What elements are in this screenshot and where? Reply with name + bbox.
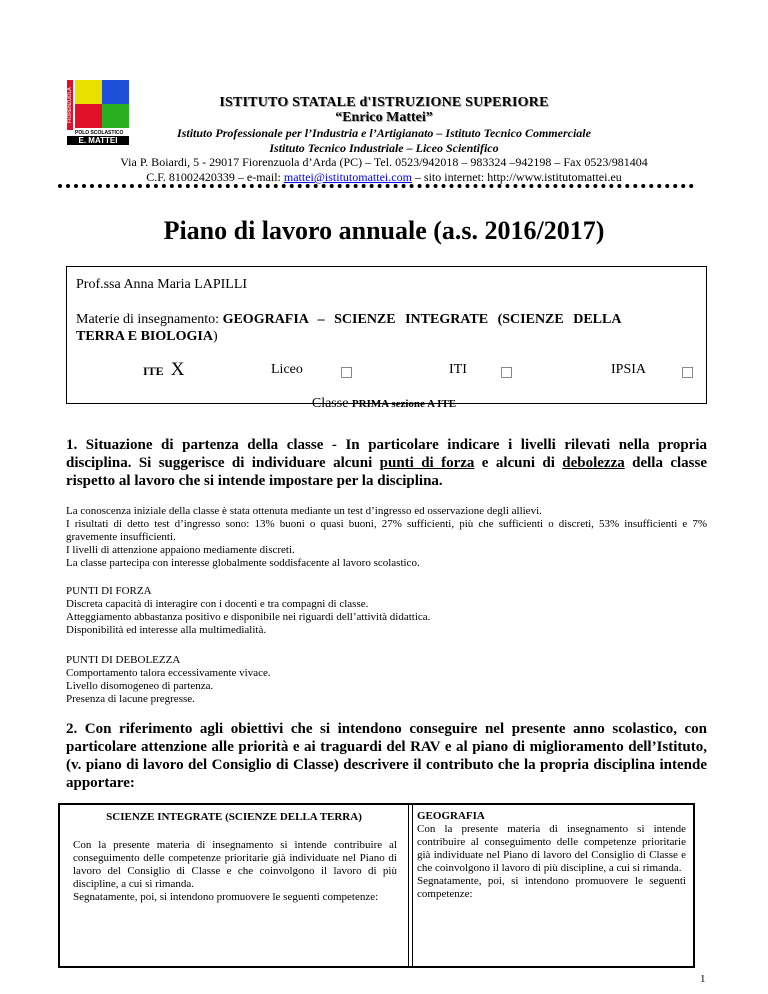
section-1-heading-part-a: 1. Situazione di partenza della classe - In particolare indicare i livelli rilevati nella propria disciplina. Si suggerisce di individuare alcuni (66, 437, 707, 471)
weaknesses-title: PUNTI DI DEBOLEZZA (66, 654, 181, 666)
weakness-item: Presenza di lacune pregresse. (66, 693, 195, 705)
option-ite-label: ITE (143, 364, 164, 378)
logo-polo-text: POLO SCOLASTICO (75, 130, 124, 136)
table-divider-2 (412, 805, 413, 966)
strength-item: Discreta capacità di interagire con i docenti e tra compagni di classe. (66, 598, 369, 610)
page-number: 1 (700, 973, 706, 985)
intro-line-3: I livelli di attenzione appaiono mediamente discreti. (66, 544, 295, 556)
institute-contacts (0, 170, 768, 185)
institute-line-2: Istituto Tecnico Industriale – Liceo Scientifico (269, 141, 499, 155)
weaknesses-block (66, 654, 707, 706)
intro-line-4: La classe partecipa con interesse globalmente soddisfacente al lavoro scolastico. (66, 557, 420, 569)
col-text-geografia (417, 823, 686, 901)
section-1-heading-weaknesses: debolezza (562, 455, 625, 471)
strength-item: Disponibilità ed interesse alla multimedialità. (66, 624, 267, 636)
logo-name: E. MATTEI (67, 136, 129, 145)
strength-item: Atteggiamento abbastanza positivo e disponibile nei riguardi dell’attività didattica. (66, 611, 431, 623)
info-box (66, 266, 707, 404)
intro-line-2: I risultati di detto test d’ingresso sono: 13% buoni o quasi buoni, 27% sufficienti, più che sufficienti o discreti, 53% insufficienti e 7% gravemente insufficienti. (66, 518, 707, 543)
option-ipsia-checkbox[interactable]: □ (681, 364, 695, 380)
col-text-geografia-p2: Segnatamente, poi, si intendono promuovere le seguenti competenze: (417, 875, 686, 900)
class-value: PRIMA sezione A ITE (351, 398, 457, 410)
section-1-heading (66, 436, 707, 490)
section-1-heading-part-c: della classe rispetto al lavoro che si intende impostare per la disciplina. (66, 455, 707, 489)
class-line (0, 396, 768, 412)
section-1-heading-part-b: e alcuni di (474, 455, 563, 471)
subjects-line-2 (76, 329, 218, 345)
email-link[interactable]: mattei@istitutomattei.com (283, 170, 412, 184)
strengths-block (66, 585, 707, 637)
option-ite-mark: X (170, 359, 185, 380)
option-iti-label: ITI (449, 362, 467, 377)
institute-title: ISTITUTO STATALE d'ISTRUZIONE SUPERIORE (219, 95, 549, 110)
weakness-item: Comportamento talora eccessivamente vivace. (66, 667, 271, 679)
option-iti-checkbox[interactable]: □ (500, 364, 514, 380)
option-ipsia-label: IPSIA (611, 362, 647, 377)
strengths-title: PUNTI DI FORZA (66, 585, 152, 597)
site-text: – sito internet: http://www.istitutomattei.eu (411, 170, 622, 184)
weakness-item: Livello disomogeneo di partenza. (66, 680, 214, 692)
section-1-heading-strengths: punti di forza (379, 455, 475, 471)
col-head-geografia: GEOGRAFIA (417, 810, 485, 822)
subjects-line-1 (76, 312, 698, 328)
dotted-divider (58, 184, 694, 188)
subjects-value-2: TERRA E BIOLOGIA (76, 329, 213, 344)
intro-line-1: La conoscenza iniziale della classe è stata ottenuta mediante un test d’ingresso ed osservazione degli allievi. (66, 505, 542, 517)
teacher-name: Prof.ssa Anna Maria LAPILLI (76, 277, 248, 292)
option-liceo-checkbox[interactable]: □ (340, 364, 354, 380)
competences-table (58, 803, 695, 968)
col-text-scienze-p2: Segnatamente, poi, si intendono promuovere le seguenti competenze: (73, 891, 379, 903)
col-text-geografia-p1: Con la presente materia di insegnamento si intende contribuire al conseguimento delle competenze prioritarie già individuate nel Piano di lavoro del Consiglio di Classe e che coinvolgono il lavoro di più discipline, a cui si rimanda. (417, 823, 686, 874)
table-divider (408, 805, 409, 966)
class-label: Classe (311, 396, 352, 411)
subjects-close: ) (212, 329, 218, 344)
subjects-value-1: GEOGRAFIA – SCIENZE INTEGRATE (SCIENZE DELLA (222, 312, 622, 327)
col-text-scienze-p1: Con la presente materia di insegnamento si intende contribuire al conseguimento delle competenze prioritarie già individuate nel Piano di lavoro del Consiglio di Classe e che coinvolgono il lavoro di più discipline, a cui si rimanda. (73, 839, 397, 890)
col-head-scienze: SCIENZE INTEGRATE (SCIENZE DELLA TERRA) (106, 811, 362, 823)
page-title: Piano di lavoro annuale (a.s. 2016/2017) (163, 216, 605, 245)
institute-name: “Enrico Mattei” (335, 110, 433, 125)
option-ite (143, 359, 184, 381)
section-2-heading: 2. Con riferimento agli obiettivi che si intendono conseguire nel presente anno scolastico, con particolare attenzione alle priorità e ai traguardi del RAV e al piano di miglioramento dell’Istituto, (v. piano di lavoro del Consiglio di Classe) descrivere il contributo che la propria disciplina intende apportare: (66, 721, 707, 791)
option-liceo-label: Liceo (271, 362, 303, 377)
institute-address: Via P. Boiardi, 5 - 29017 Fiorenzuola d’Arda (PC) – Tel. 0523/942018 – 983324 –942198 – Fax 0523/981404 (120, 155, 648, 169)
cf-prefix: C.F. 81002420339 – e-mail: (146, 170, 284, 184)
logo-vertical-text: FIORENZUOLA (67, 87, 73, 123)
section-1-intro (66, 505, 707, 570)
col-text-scienze (73, 839, 397, 904)
subjects-label: Materie di insegnamento: (76, 312, 223, 327)
institute-line-1: Istituto Professionale per l’Industria e l’Artigianato – Istituto Tecnico Commerciale (177, 126, 591, 140)
